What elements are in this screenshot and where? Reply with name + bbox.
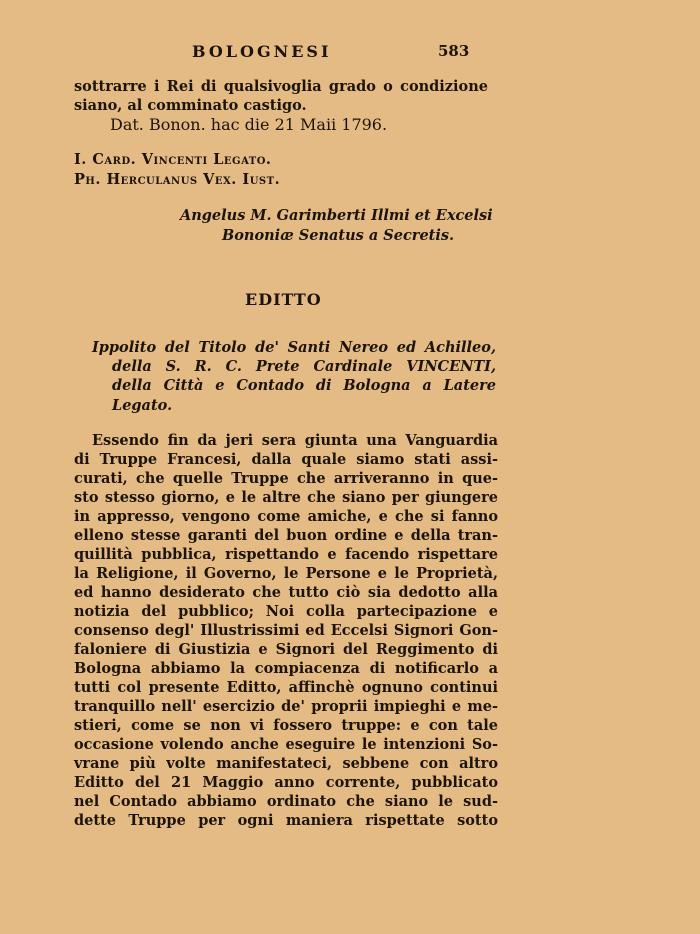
body-line: nel Contado abbiamo ordinato che siano le sud- <box>74 793 498 810</box>
body-line: occasione volendo anche eseguire le intenzioni So- <box>74 736 498 753</box>
body-line: Bologna abbiamo la compiacenza di notificarlo a <box>74 660 498 677</box>
running-head: BOLOGNESI <box>192 42 332 61</box>
body-line: in appresso, vengono come amiche, e che si fanno <box>74 508 498 525</box>
body-line: quillità pubblica, rispettando e facendo rispettare <box>74 546 498 563</box>
page-number: 583 <box>438 42 470 60</box>
body-line: curati, che quelle Truppe che arriveranno in que- <box>74 470 498 487</box>
section-title: EDITTO <box>245 290 322 309</box>
body-line: dette Truppe per ogni maniera rispettate sotto <box>74 812 498 829</box>
body-line: tranquillo nell' esercizio de' proprii impieghi e me- <box>74 698 498 715</box>
date-line: Dat. Bonon. hac die 21 Maii 1796. <box>110 115 388 134</box>
body-line: sto stesso giorno, e le altre che siano per giungere <box>74 489 498 506</box>
issuer-line: della S. R. C. Prete Cardinale VINCENTI, <box>112 358 496 375</box>
body-line: Essendo fin da jeri sera giunta una Vanguardia <box>92 432 498 449</box>
issuer-line: della Città e Contado di Bologna a Latere <box>112 377 496 394</box>
text-line: sottrarre i Rei di qualsivoglia grado o condizione <box>74 78 488 95</box>
issuer-line: Legato. <box>112 397 173 414</box>
signatory-1: I. Card. Vincenti Legato. <box>74 151 272 168</box>
body-line: di Truppe Francesi, dalla quale siamo stati assi- <box>74 451 498 468</box>
secretary-line: Angelus M. Garimberti Illmi et Excelsi <box>180 207 493 224</box>
body-line: consenso degl' Illustrissimi ed Eccelsi Signori Gon- <box>74 622 498 639</box>
secretary-line: Bononiæ Senatus a Secretis. <box>222 227 455 244</box>
body-line: stieri, come se non vi fossero truppe: e con tale <box>74 717 498 734</box>
body-line: faloniere di Giustizia e Signori del Reggimento di <box>74 641 498 658</box>
body-line: tutti col presente Editto, affinchè ognuno continui <box>74 679 498 696</box>
body-line: elleno stesse garanti del buon ordine e della tran- <box>74 527 498 544</box>
body-line: notizia del pubblico; Noi colla partecipazione e <box>74 603 498 620</box>
body-line: vrane più volte manifestateci, sebbene con altro <box>74 755 498 772</box>
issuer-line: Ippolito del Titolo de' Santi Nereo ed Achilleo, <box>92 339 496 356</box>
text-line: siano, al comminato castigo. <box>74 97 307 114</box>
body-line: ed hanno desiderato che tutto ciò sia dedotto alla <box>74 584 498 601</box>
body-line: la Religione, il Governo, le Persone e le Proprietà, <box>74 565 498 582</box>
signatory-2: Ph. Herculanus Vex. Iust. <box>74 171 281 188</box>
body-line: Editto del 21 Maggio anno corrente, pubblicato <box>74 774 498 791</box>
